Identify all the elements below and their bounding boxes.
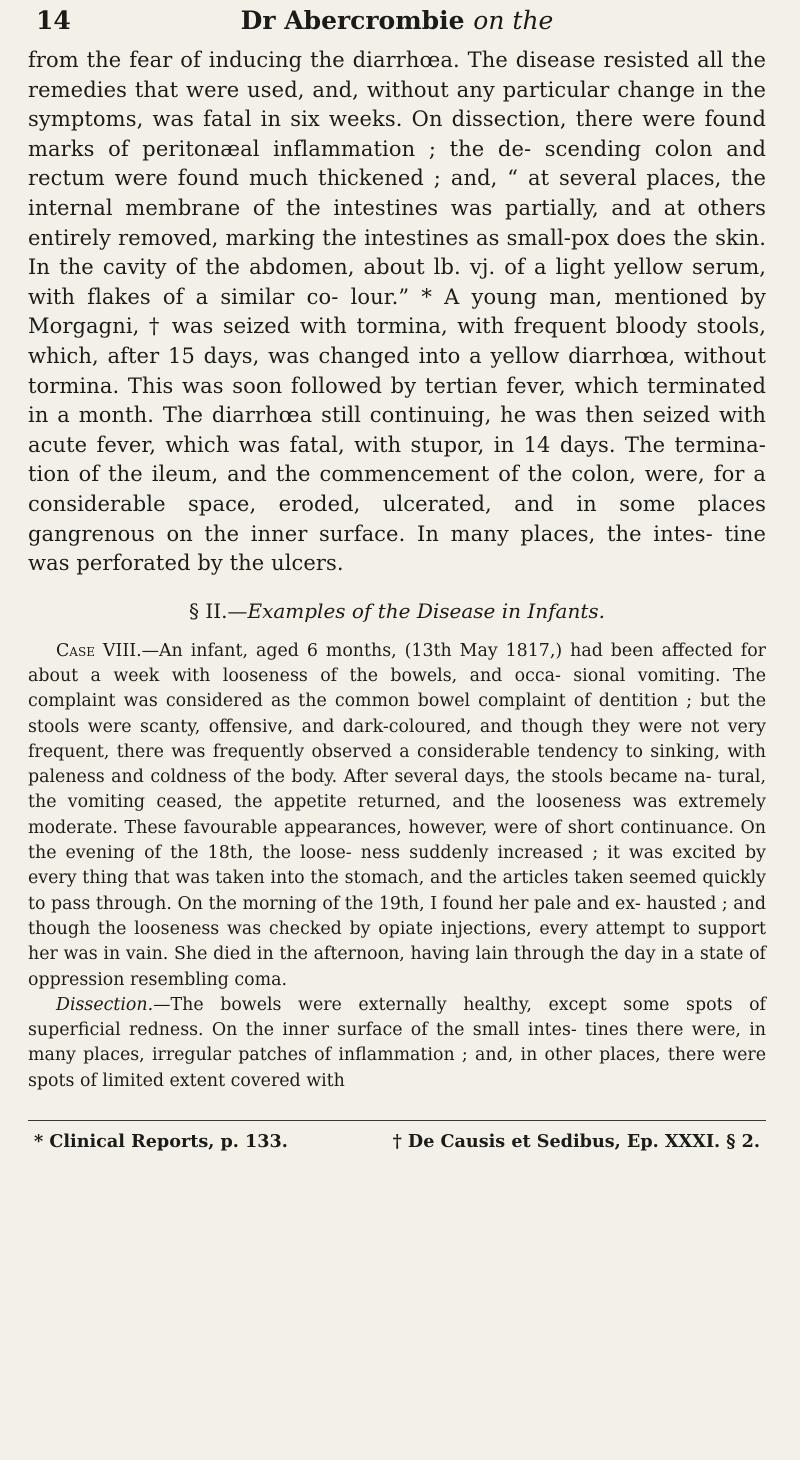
dissection-text: —The bowels were externally healthy, except some spots of superficial redness. On the inner surface of the small intes- tines there were, in many places, irregular patches of inflammation ; and, in other places, there were spots of limited extent covered with [28, 994, 766, 1091]
footnote-right: † De Causis et Sedibus, Ep. XXXI. § 2. [392, 1131, 760, 1153]
footnotes [28, 1131, 766, 1152]
running-head-italic: on the [473, 6, 554, 35]
section-title: Examples of the Disease in Infants. [247, 598, 606, 623]
case-report [28, 639, 766, 1094]
page-header [28, 0, 766, 46]
case-paragraph [28, 639, 766, 993]
paragraph: from the fear of inducing the diarrhœa. The disease resisted all the remedies that were used, and, without any particular change in the symptoms, was fatal in six weeks. On dissection, there were found marks of peritonæal inflammation ; the de- scending colon and rectum were found much thickened ; and, “ at several places, the internal membrane of the intestines was partially, and at others entirely removed, marking the intestines as small-pox does the skin. In the cavity of the abdomen, about lb. vj. of a light yellow serum, with flakes of a similar co- lour.” * A young man, mentioned by Morgagni, † was seized with tormina, with frequent bloody stools, which, after 15 days, was changed into a yellow diarrhœa, without tormina. This was soon followed by tertian fever, which terminated in a month. The diarrhœa still continuing, he was then seized with acute fever, which was fatal, with stupor, in 14 days. The termina- tion of the ileum, and the commencement of the colon, were, for a considerable space, eroded, ulcerated, and in some places gangrenous on the inner surface. In many places, the intes- tine was perforated by the ulcers. [28, 48, 766, 576]
page-number: 14 [36, 6, 71, 35]
case-text: —An infant, aged 6 months, (13th May 1817,) had been affected for about a week with looseness of the bowels, and occa- sional vomiting. The complaint was considered as the common bowel complaint of dentition ; but the stools were scanty, offensive, and dark-coloured, and though they were not very frequent, there was frequently observed a considerable tendency to sinking, with paleness and coldness of the body. After several days, the stools became na- tural, the vomiting ceased, the appetite returned, and the looseness was extremely moderate. These favourable appearances, however, were of short continuance. On the evening of the 18th, the loose- ness suddenly increased ; it was excited by every thing that was taken into the stomach, and the articles taken seemed quickly to pass through. On the morning of the 19th, I found her pale and ex- hausted ; and though the looseness was checked by opiate injections, every attempt to support her was in vain. She died in the afternoon, having lain through the day in a state of oppression resembling coma. [28, 640, 766, 990]
footnote-left: * Clinical Reports, p. 133. [34, 1131, 288, 1153]
dissection-paragraph [28, 993, 766, 1094]
footnote-rule [28, 1120, 766, 1121]
section-number: § II.— [188, 598, 248, 623]
running-head-title: Dr Abercrombie [240, 6, 465, 35]
case-label: Case VIII. [56, 640, 142, 661]
section-heading [28, 599, 766, 623]
dissection-label: Dissection. [56, 994, 154, 1015]
running-head [28, 6, 766, 35]
body-text [28, 46, 766, 579]
